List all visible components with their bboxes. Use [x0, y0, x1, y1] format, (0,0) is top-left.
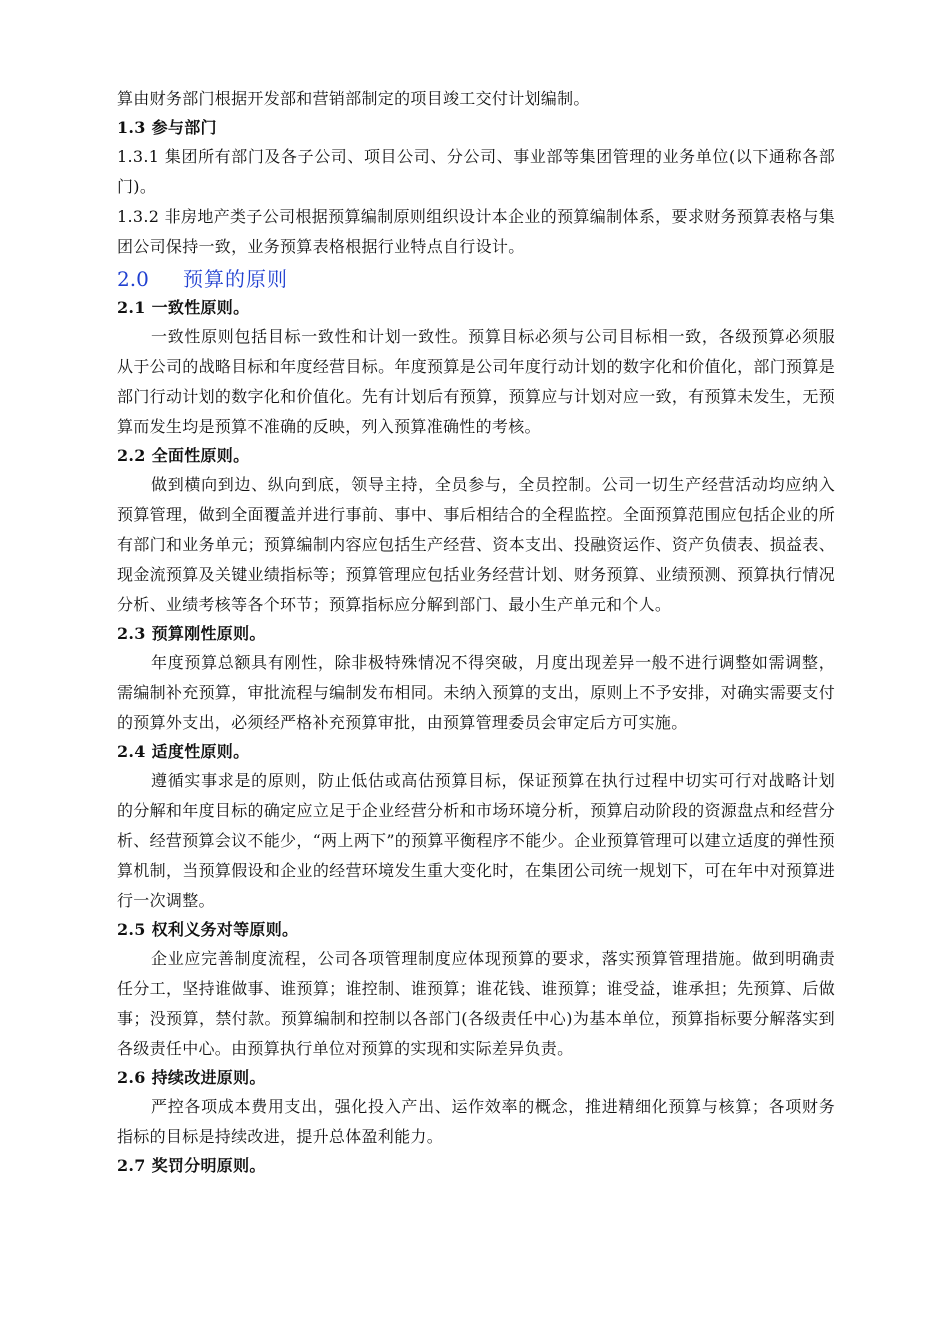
section-2-2-heading: 2.2 全面性原则。 [117, 446, 250, 465]
intro-paragraph: 算由财务部门根据开发部和营销部制定的项目竣工交付计划编制。 [117, 89, 590, 108]
section-2-5-heading: 2.5 权利义务对等原则。 [117, 920, 299, 939]
section-1-3-2-paragraph: 1.3.2 非房地产类子公司根据预算编制原则组织设计本企业的预算编制体系，要求财务预算表格与集团公司保持一致，业务预算表格根据行业特点自行设计。 [117, 207, 835, 256]
section-1-3-1-paragraph: 1.3.1 集团所有部门及各子公司、项目公司、分公司、事业部等集团管理的业务单位(以下通称各部门)。 [117, 147, 835, 196]
chapter-number: 2.0 [117, 267, 149, 291]
chapter-2-heading [117, 264, 835, 294]
section-2-6-body: 严控各项成本费用支出，强化投入产出、运作效率的概念，推进精细化预算与核算；各项财务指标的目标是持续改进，提升总体盈利能力。 [117, 1097, 835, 1146]
section-2-7-heading: 2.7 奖罚分明原则。 [117, 1156, 266, 1175]
section-2-5-body: 企业应完善制度流程，公司各项管理制度应体现预算的要求，落实预算管理措施。做到明确责任分工，坚持谁做事、谁预算；谁控制、谁预算；谁花钱、谁预算；谁受益，谁承担；先预算、后做事；没预算，禁付款。预算编制和控制以各部门(各级责任中心)为基本单位，预算指标要分解落实到各级责任中心。由预算执行单位对预算的实现和实际差异负责。 [117, 949, 835, 1058]
section-2-2-body: 做到横向到边、纵向到底，领导主持，全员参与，全员控制。公司一切生产经营活动均应纳入预算管理，做到全面覆盖并进行事前、事中、事后相结合的全程监控。全面预算范围应包括企业的所有部门和业务单元；预算编制内容应包括生产经营、资本支出、投融资运作、资产负债表、损益表、现金流预算及关键业绩指标等；预算管理应包括业务经营计划、财务预算、业绩预测、预算执行情况分析、业绩考核等各个环节；预算指标应分解到部门、最小生产单元和个人。 [117, 475, 835, 614]
section-1-3-heading: 1.3 参与部门 [117, 118, 217, 137]
section-2-4-body: 遵循实事求是的原则，防止低估或高估预算目标，保证预算在执行过程中切实可行对战略计划的分解和年度目标的确定应立足于企业经营分析和市场环境分析，预算启动阶段的资源盘点和经营分析、经营预算会议不能少，“两上两下”的预算平衡程序不能少。企业预算管理可以建立适度的弹性预算机制，当预算假设和企业的经营环境发生重大变化时，在集团公司统一规划下，可在年中对预算进行一次调整。 [117, 771, 835, 910]
section-2-3-body: 年度预算总额具有刚性，除非极特殊情况不得突破，月度出现差异一般不进行调整如需调整，需编制补充预算，审批流程与编制发布相同。未纳入预算的支出，原则上不予安排，对确实需要支付的预算外支出，必须经严格补充预算审批，由预算管理委员会审定后方可实施。 [117, 653, 835, 732]
chapter-title: 预算的原则 [183, 267, 288, 291]
section-2-4-heading: 2.4 适度性原则。 [117, 742, 250, 761]
section-2-1-heading: 2.1 一致性原则。 [117, 298, 250, 317]
document-page [117, 84, 835, 1180]
section-2-6-heading: 2.6 持续改进原则。 [117, 1068, 266, 1087]
section-2-3-heading: 2.3 预算刚性原则。 [117, 624, 266, 643]
section-2-1-body: 一致性原则包括目标一致性和计划一致性。预算目标必须与公司目标相一致，各级预算必须服从于公司的战略目标和年度经营目标。年度预算是公司年度行动计划的数字化和价值化，部门预算是部门行动计划的数字化和价值化。先有计划后有预算，预算应与计划对应一致，有预算未发生，无预算而发生均是预算不准确的反映，列入预算准确性的考核。 [117, 327, 835, 436]
